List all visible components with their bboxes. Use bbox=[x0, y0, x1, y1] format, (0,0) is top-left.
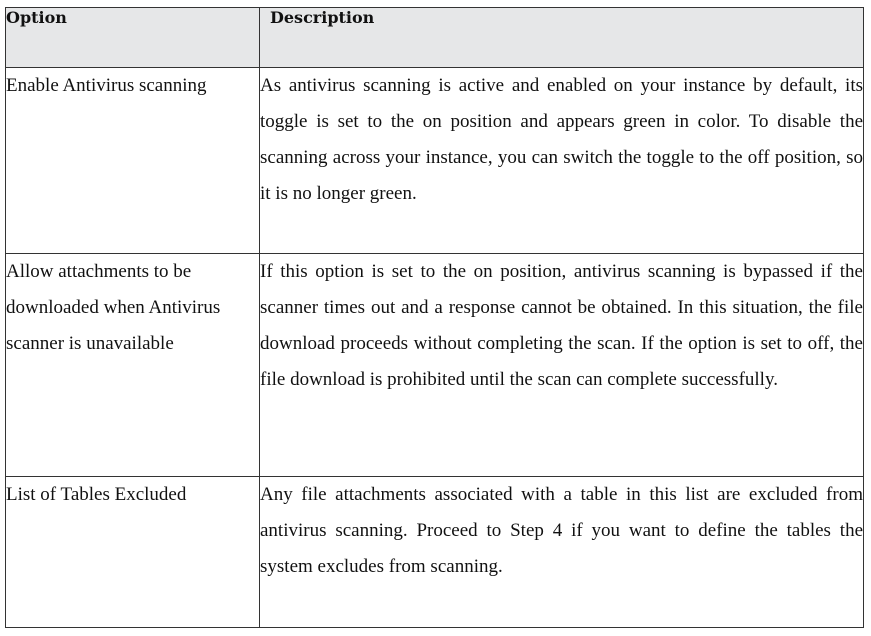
table-header-row bbox=[6, 8, 864, 68]
header-option: Option bbox=[6, 8, 260, 68]
table-row bbox=[6, 254, 864, 477]
option-list-of-tables-excluded: List of Tables Excluded bbox=[6, 477, 260, 628]
options-table bbox=[5, 7, 864, 628]
option-enable-antivirus-scanning: Enable Antivirus scanning bbox=[6, 68, 260, 254]
header-description: Description bbox=[260, 8, 864, 68]
table-row bbox=[6, 477, 864, 628]
option-allow-attachments-download: Allow attachments to be downloaded when Antivirus scanner is unavailable bbox=[6, 254, 260, 477]
description-enable-antivirus-scanning: As antivirus scanning is active and enabled on your instance by default, its toggle is set to the on position and appears green in color. To disable the scanning across your instance, you can switch the toggle to the off position, so it is no longer green. bbox=[260, 68, 864, 254]
description-list-of-tables-excluded: Any file attachments associated with a table in this list are excluded from antivirus scanning. Proceed to Step 4 if you want to define the tables the system excludes from scanning. bbox=[260, 477, 864, 628]
table-row bbox=[6, 68, 864, 254]
description-allow-attachments-download: If this option is set to the on position, antivirus scanning is bypassed if the scanner times out and a response cannot be obtained. In this situation, the file download proceeds without completing the scan. If the option is set to off, the file download is prohibited until the scan can complete successfully. bbox=[260, 254, 864, 477]
